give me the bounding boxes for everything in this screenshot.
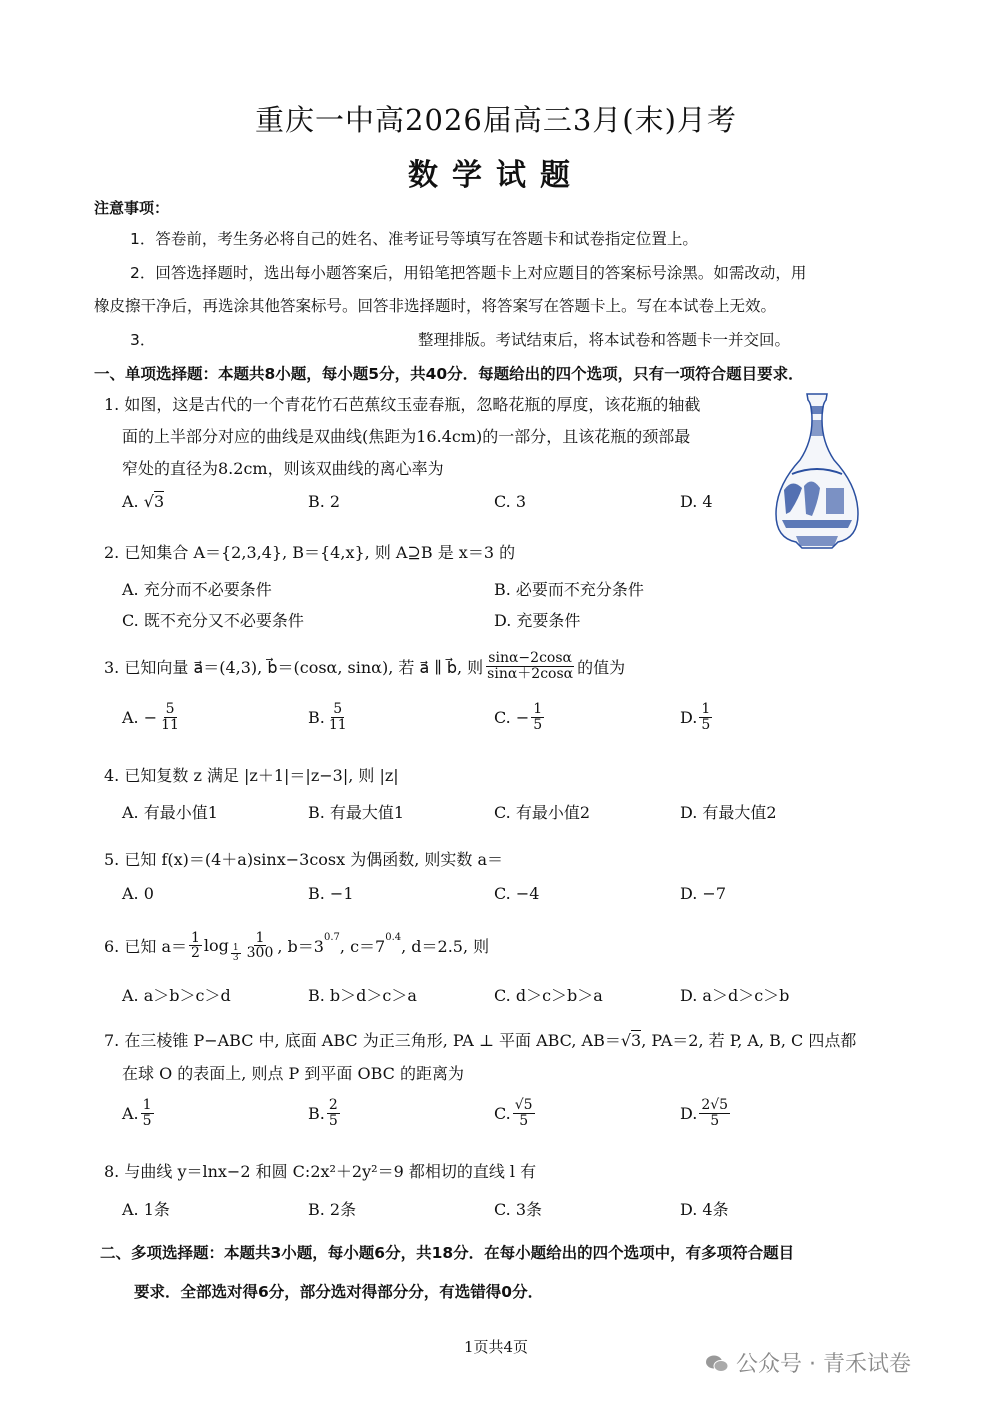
q6-option-c: C. d＞c＞b＞a bbox=[494, 986, 603, 1005]
q1-line-2: 面的上半部分对应的曲线是双曲线(焦距为16.4cm)的一部分，且该花瓶的颈部最 bbox=[122, 427, 691, 446]
q1-line-3: 窄处的直径为8.2cm，则该双曲线的离心率为 bbox=[122, 459, 444, 478]
q2-stem: 2. 已知集合 A＝{2,3,4}, B＝{4,x}, 则 A⊇B 是 x＝3 的 bbox=[104, 543, 516, 562]
q7-option-d: D. $\frac{2√5}{5}$ bbox=[680, 1097, 729, 1129]
q6-option-b: B. b＞d＞c＞a bbox=[308, 986, 417, 1005]
q8-stem: 8. 与曲线 y＝lnx−2 和圆 C:2x²＋2y²＝9 都相切的直线 l 有 bbox=[104, 1162, 537, 1181]
q7-option-a: A. $\frac{1}{5}$ bbox=[122, 1097, 152, 1129]
q2-option-a: A. 充分而不必要条件 bbox=[122, 580, 272, 599]
q6-stem: 6. 已知 a＝ $\frac{1}{2}$ log $\frac{1}{3}$ $\frac{1}{300}$ , b＝3 $^{0.7}$ , c＝7 $^{0.4}$ , d＝2.5, 则 bbox=[104, 929, 490, 964]
q2-option-c: C. 既不充分又不必要条件 bbox=[122, 611, 304, 630]
q1-option-d: D. 4 bbox=[680, 492, 713, 511]
q7-option-b: B. $\frac{2}{5}$ bbox=[308, 1097, 338, 1129]
wechat-icon bbox=[705, 1354, 729, 1374]
q7-line-2: 在球 O 的表面上, 则点 P 到平面 OBC 的距离为 bbox=[122, 1064, 464, 1083]
q3-option-b: B. $\frac{5}{11}$ bbox=[308, 701, 347, 733]
page-subtitle: 数学试题 bbox=[408, 158, 584, 193]
q4-option-d: D. 有最大值2 bbox=[680, 803, 777, 822]
note-item-1: 1．答卷前，考生务必将自己的姓名、准考证号等填写在答题卡和试卷指定位置上。 bbox=[130, 230, 698, 248]
notes-heading: 注意事项： bbox=[94, 199, 170, 217]
q4-option-c: C. 有最小值2 bbox=[494, 803, 591, 822]
q3-option-d: D. $\frac{1}{5}$ bbox=[680, 701, 711, 733]
q1-option-b: B. 2 bbox=[308, 492, 341, 511]
note-item-3-num: 3． bbox=[130, 331, 156, 349]
page-number: 1页共4页 bbox=[463, 1338, 529, 1356]
q7-line-1: 7. 在三棱锥 P−ABC 中, 底面 ABC 为正三角形, PA ⊥ 平面 ABC, AB＝√3, PA＝2, 若 P, A, B, C 四点都 bbox=[104, 1031, 857, 1050]
q5-option-a: A. 0 bbox=[122, 884, 154, 903]
q6-option-d: D. a＞d＞c＞b bbox=[680, 986, 790, 1005]
section-2-heading: 二、多项选择题：本题共3小题，每小题6分，共18分．在每小题给出的四个选项中，有多项符合题目 bbox=[100, 1244, 795, 1262]
q5-stem: 5. 已知 f(x)＝(4＋a)sinx−3cosx 为偶函数, 则实数 a＝ bbox=[104, 850, 504, 869]
q8-option-b: B. 2条 bbox=[308, 1200, 357, 1219]
q8-option-c: C. 3条 bbox=[494, 1200, 543, 1219]
q8-option-d: D. 4条 bbox=[680, 1200, 729, 1219]
q2-option-d: D. 充要条件 bbox=[494, 611, 581, 630]
q5-option-d: D. −7 bbox=[680, 884, 727, 903]
page-title: 重庆一中高2026届高三3月(末)月考 bbox=[255, 103, 737, 137]
section-1-heading: 一、单项选择题：本题共8小题，每小题5分，共40分．每题给出的四个选项，只有一项符合题目要求． bbox=[94, 365, 804, 383]
q2-option-b: B. 必要而不充分条件 bbox=[494, 580, 644, 599]
q4-stem: 4. 已知复数 z 满足 |z＋1|＝|z−3|, 则 |z| bbox=[104, 766, 399, 785]
q3-option-c: C. − $\frac{1}{5}$ bbox=[494, 701, 543, 733]
q3-stem: 3. 已知向量 a⃗＝(4,3), b⃗＝(cosα, sinα), 若 a⃗ ∥ b⃗, 则 $\frac{\sin\alpha-2\cos\alpha}{\sin\alpha+2\cos\alpha}$ 的值为 bbox=[104, 650, 626, 682]
note-item-2: 2．回答选择题时，选出每小题答案后，用铅笔把答题卡上对应题目的答案标号涂黑。如需改动，用 bbox=[130, 264, 807, 282]
note-item-2-cont: 橡皮擦干净后，再选涂其他答案标号。回答非选择题时，将答案写在答题卡上。写在本试卷上无效。 bbox=[94, 297, 777, 315]
q5-option-c: C. −4 bbox=[494, 884, 540, 903]
vase-image bbox=[772, 390, 862, 550]
q1-line-1: 1. 如图，这是古代的一个青花竹石芭蕉纹玉壶春瓶，忽略花瓶的厚度，该花瓶的轴截 bbox=[104, 395, 701, 414]
q8-option-a: A. 1条 bbox=[122, 1200, 170, 1219]
q1-option-a: A. √3 bbox=[122, 492, 165, 511]
section-2-heading-cont: 要求．全部选对得6分，部分选对得部分分，有选错得0分． bbox=[134, 1283, 544, 1301]
q7-option-c: C. $\frac{√5}{5}$ bbox=[494, 1097, 533, 1129]
watermark: 公众号 · 青禾试卷 bbox=[705, 1347, 911, 1378]
q5-option-b: B. −1 bbox=[308, 884, 354, 903]
q4-option-b: B. 有最大值1 bbox=[308, 803, 405, 822]
q3-option-a: A. − $\frac{5}{11}$ bbox=[122, 701, 179, 733]
note-item-3: 整理排版。考试结束后，将本试卷和答题卡一并交回。 bbox=[418, 331, 791, 349]
q4-option-a: A. 有最小值1 bbox=[122, 803, 218, 822]
q1-option-c: C. 3 bbox=[494, 492, 527, 511]
q6-option-a: A. a＞b＞c＞d bbox=[122, 986, 231, 1005]
